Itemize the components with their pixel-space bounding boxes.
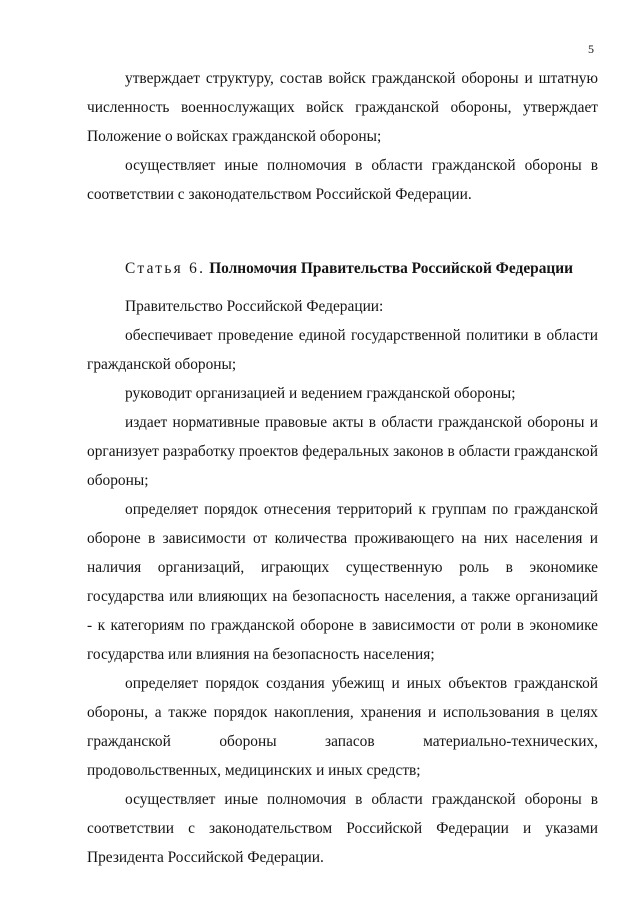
document-body <box>87 64 598 872</box>
article-title: Полномочия Правительства Российской Федерации <box>209 260 574 277</box>
paragraph: осуществляет иные полномочия в области гражданской обороны в соответствии с законодательством Российской Федерации и указами Президента Российской Федерации. <box>87 791 598 866</box>
paragraph: осуществляет иные полномочия в области гражданской обороны в соответствии с законодательством Российской Федерации. <box>87 157 598 203</box>
paragraph: издает нормативные правовые акты в области гражданской обороны и организует разработку проектов федеральных законов в области гражданской обороны; <box>87 414 598 489</box>
article-heading <box>87 254 598 283</box>
paragraph: обеспечивает проведение единой государственной политики в области гражданской обороны; <box>87 327 598 373</box>
paragraph: определяет порядок создания убежищ и иных объектов гражданской обороны, а также порядок накопления, хранения и использования в целях гражданской обороны запасов материально-технических, продовольственных, медицинских и иных средств; <box>87 675 598 779</box>
paragraph: определяет порядок отнесения территорий к группам по гражданской обороне в зависимости от количества проживающего на них населения и наличия организаций, играющих существенную роль в экономике государства или влияющих на безопасность населения, а также организаций - к категориям по гражданской обороне в зависимости от роли в экономике государства или влияния на безопасность населения; <box>87 501 598 663</box>
page-number: 5 <box>588 42 594 56</box>
paragraph: Правительство Российской Федерации: <box>125 298 384 315</box>
paragraph: утверждает структуру, состав войск гражданской обороны и штатную численность военнослужащих войск гражданской обороны, утверждает Положение о войсках гражданской обороны; <box>87 70 598 145</box>
paragraph: руководит организацией и ведением гражданской обороны; <box>125 385 516 402</box>
article-number: Статья 6. <box>125 260 206 277</box>
